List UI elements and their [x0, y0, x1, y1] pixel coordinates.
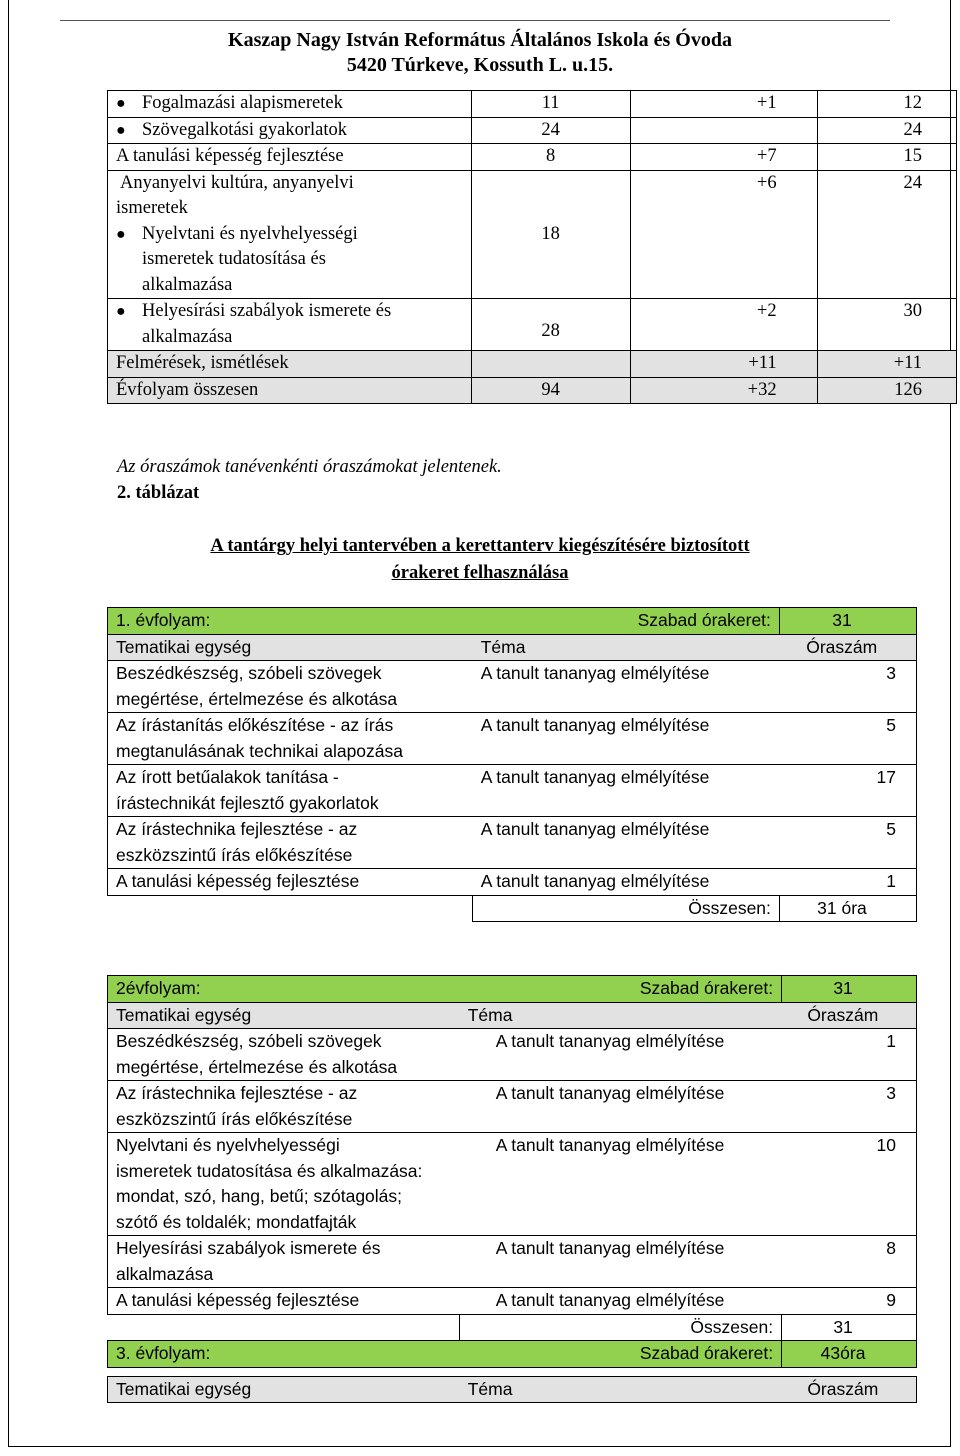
table-row: A tanulási képesség fejlesztése A tanult tananyag elmélyítése 9 [108, 1288, 917, 1315]
table-row: Az írástechnika fejlesztése - az eszközszintű írás előkészítése A tanult tananyag elmélyítése 3 [108, 1081, 917, 1133]
hours-table [107, 90, 957, 404]
table-label: 2. táblázat [117, 483, 200, 503]
table-row: Az írástechnika fejlesztése - az eszközszintű írás előkészítése A tanult tananyag elmélyítése 5 [108, 817, 917, 869]
table-row: Évfolyam összesen 94 +32 126 [108, 377, 957, 404]
year1-table [107, 607, 917, 922]
year-header-row: 1. évfolyam: Szabad órakeret: 31 [108, 608, 917, 635]
header-rule [60, 20, 890, 21]
total-row: Összesen: 31 óra [108, 895, 917, 922]
year2-table [107, 975, 917, 1403]
column-header-row: Tematikai egység Téma Óraszám [108, 1376, 917, 1403]
school-header [0, 28, 960, 78]
table-row: A tanulási képesség fejlesztése A tanult tananyag elmélyítése 1 [108, 869, 917, 896]
table-row: Beszédkészség, szóbeli szövegek megértése, értelmezése és alkotása A tanult tananyag elmélyítése 3 [108, 661, 917, 713]
column-header-row: Tematikai egység Téma Óraszám [108, 634, 917, 661]
column-header-row: Tematikai egység Téma Óraszám [108, 1002, 917, 1029]
table-row: Beszédkészség, szóbeli szövegek megértése, értelmezése és alkotása A tanult tananyag elmélyítése 1 [108, 1029, 917, 1081]
bullet-icon: ● [116, 225, 126, 243]
table-row: A tanulási képesség fejlesztése 8 +7 15 [108, 144, 957, 171]
year-header-row: 3. évfolyam: Szabad órakeret: 43óra [108, 1341, 917, 1368]
table-row: ● Helyesírási szabályok ismerete és alkalmazása 28 +2 30 [108, 299, 957, 351]
school-name: Kaszap Nagy István Református Általános Iskola és Óvoda [228, 29, 732, 51]
bullet-icon: ● [116, 303, 126, 320]
hours-note: Az óraszámok tanévenkénti óraszámokat jelentenek. [117, 457, 502, 477]
year-header-row: 2évfolyam: Szabad órakeret: 31 [108, 976, 917, 1003]
table-row: Helyesírási szabályok ismerete és alkalmazása A tanult tananyag elmélyítése 8 [108, 1236, 917, 1288]
table-row: Nyelvtani és nyelvhelyességi ismeretek tudatosítása és alkalmazása: mondat, szó, hang, betű; szótagolás; szótő és toldalék; mondatfajták A tanult tananyag elmélyítése 10 [108, 1133, 917, 1236]
table-row: Az írott betűalakok tanítása - írástechnikát fejlesztő gyakorlatok A tanult tananyag elmélyítése 17 [108, 765, 917, 817]
bullet-icon: ● [116, 121, 126, 139]
table-row: ● Fogalmazási alapismeretek 11 +1 12 [108, 91, 957, 118]
table-row: Anyanyelvi kultúra, anyanyelvi ismeretek ● Nyelvtani és nyelvhelyességi ismeretek tudatosítása és alkalmazása 18 +6 24 [108, 170, 957, 299]
table-row: Az írástanítás előkészítése - az írás megtanulásának technikai alapozása A tanult tananyag elmélyítése 5 [108, 713, 917, 765]
table-row: ● Szövegalkotási gyakorlatok 24 24 [108, 117, 957, 144]
school-address: 5420 Túrkeve, Kossuth L. u.15. [346, 54, 614, 76]
section-title: A tantárgy helyi tantervében a kerettanterv kiegészítésére biztosított órakeret felhasználása [210, 536, 750, 583]
bullet-icon: ● [116, 95, 126, 112]
total-row: Összesen: 31 [108, 1314, 917, 1341]
table-row: Felmérések, ismétlések +11 +11 [108, 351, 957, 378]
